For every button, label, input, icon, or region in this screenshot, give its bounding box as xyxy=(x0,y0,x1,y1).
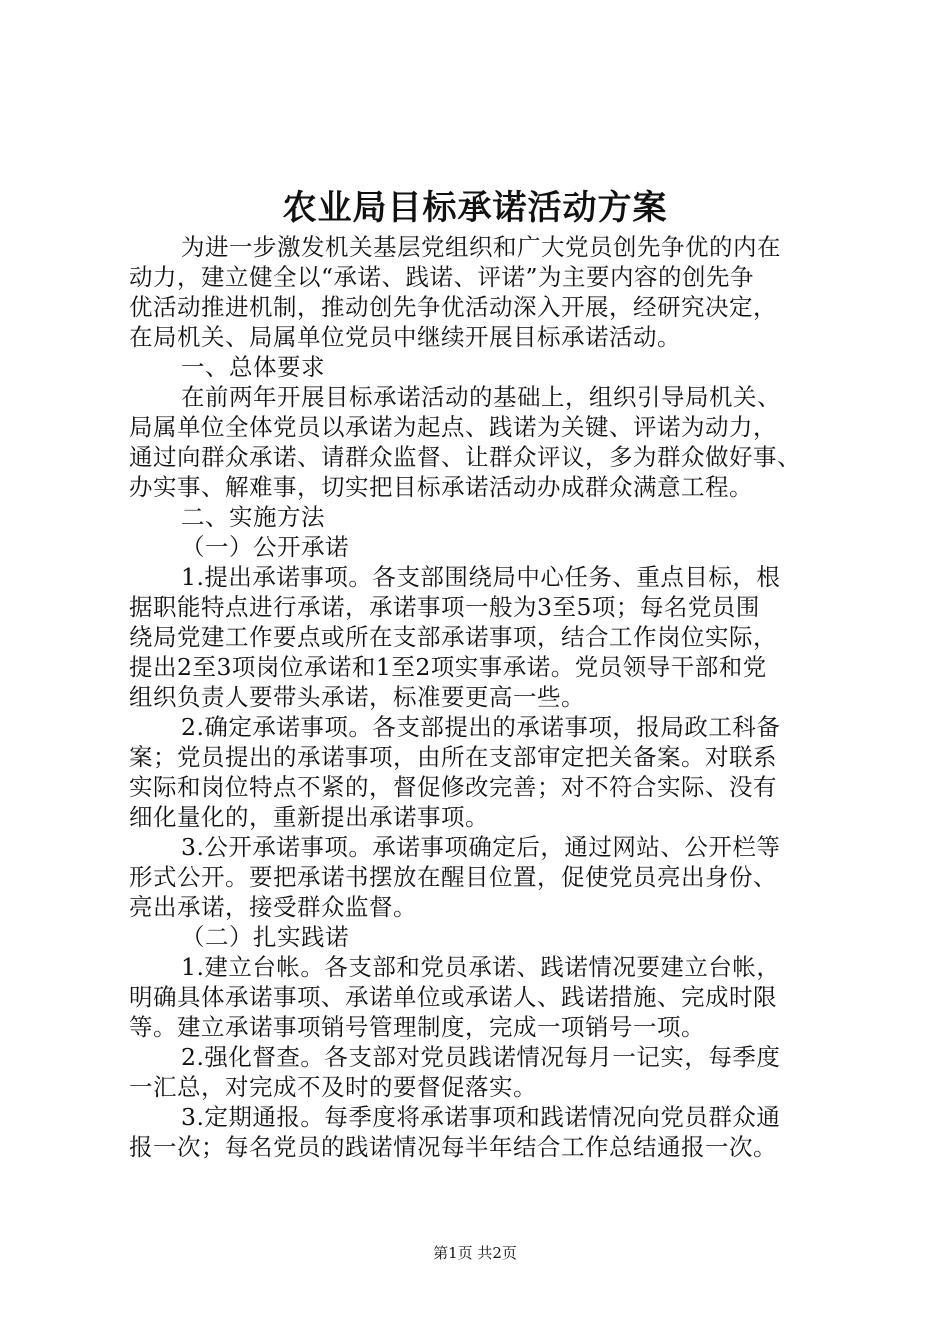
paragraph-line: 3.定期通报。每季度将承诺事项和践诺情况向党员群众通 xyxy=(181,1103,781,1131)
paragraph-line: 在局机关、局属单位党员中继续开展目标承诺活动。 xyxy=(129,323,681,351)
paragraph-line: 案；党员提出的承诺事项，由所在支部审定把关备案。对联系 xyxy=(129,743,777,771)
paragraph-line: 3.公开承诺事项。承诺事项确定后，通过网站、公开栏等 xyxy=(181,833,781,861)
paragraph-line: （二）扎实践诺 xyxy=(181,923,349,951)
paragraph-line: 1.建立台帐。各支部和党员承诺、践诺情况要建立台帐， xyxy=(181,953,781,981)
document-body xyxy=(129,232,849,1162)
paragraph-line: 为进一步激发机关基层党组织和广大党员创先争优的内在 xyxy=(181,233,781,261)
paragraph-line: 办实事、解难事，切实把目标承诺活动办成群众满意工程。 xyxy=(129,473,753,501)
paragraph-line: 优活动推进机制，推动创先争优活动深入开展，经研究决定， xyxy=(129,293,777,321)
paragraph-line: 细化量化的，重新提出承诺事项。 xyxy=(129,803,489,831)
paragraph-line: 2.确定承诺事项。各支部提出的承诺事项，报局政工科备 xyxy=(181,713,781,741)
paragraph-line: 据职能特点进行承诺，承诺事项一般为3至5项；每名党员围 xyxy=(129,593,760,621)
paragraph-line: 局属单位全体党员以承诺为起点、践诺为关键、评诺为动力， xyxy=(129,413,777,441)
paragraph-line: 动力，建立健全以“承诺、践诺、评诺”为主要内容的创先争 xyxy=(129,263,755,291)
paragraph-line: 实际和岗位特点不紧的，督促修改完善；对不符合实际、没有 xyxy=(129,773,777,801)
paragraph-line: 报一次；每名党员的践诺情况每半年结合工作总结通报一次。 xyxy=(129,1133,777,1161)
paragraph-line: 亮出承诺，接受群众监督。 xyxy=(129,893,417,921)
paragraph-line: 形式公开。要把承诺书摆放在醒目位置，促使党员亮出身份、 xyxy=(129,863,777,891)
document-title: 农业局目标承诺活动方案 xyxy=(282,188,668,228)
page-footer: 第1页 共2页 xyxy=(433,1244,517,1262)
paragraph-line: 提出2至3项岗位承诺和1至2项实事承诺。党员领导干部和党 xyxy=(129,653,767,681)
paragraph-line: 二、实施方法 xyxy=(181,503,325,531)
paragraph-line: 通过向群众承诺、请群众监督、让群众评议，多为群众做好事、 xyxy=(129,443,801,471)
paragraph-line: 组织负责人要带头承诺，标准要更高一些。 xyxy=(129,683,585,711)
paragraph-line: 明确具体承诺事项、承诺单位或承诺人、践诺措施、完成时限 xyxy=(129,983,777,1011)
paragraph-line: 等。建立承诺事项销号管理制度，完成一项销号一项。 xyxy=(129,1013,705,1041)
paragraph-line: 2.强化督查。各支部对党员践诺情况每月一记实，每季度 xyxy=(181,1043,781,1071)
paragraph-line: 在前两年开展目标承诺活动的基础上，组织引导局机关、 xyxy=(181,383,781,411)
paragraph-line: （一）公开承诺 xyxy=(181,533,349,561)
paragraph-line: 一汇总，对完成不及时的要督促落实。 xyxy=(129,1073,537,1101)
paragraph-line: 绕局党建工作要点或所在支部承诺事项，结合工作岗位实际， xyxy=(129,623,777,651)
paragraph-line: 1.提出承诺事项。各支部围绕局中心任务、重点目标，根 xyxy=(181,563,781,591)
paragraph-line: 一、总体要求 xyxy=(181,353,325,381)
